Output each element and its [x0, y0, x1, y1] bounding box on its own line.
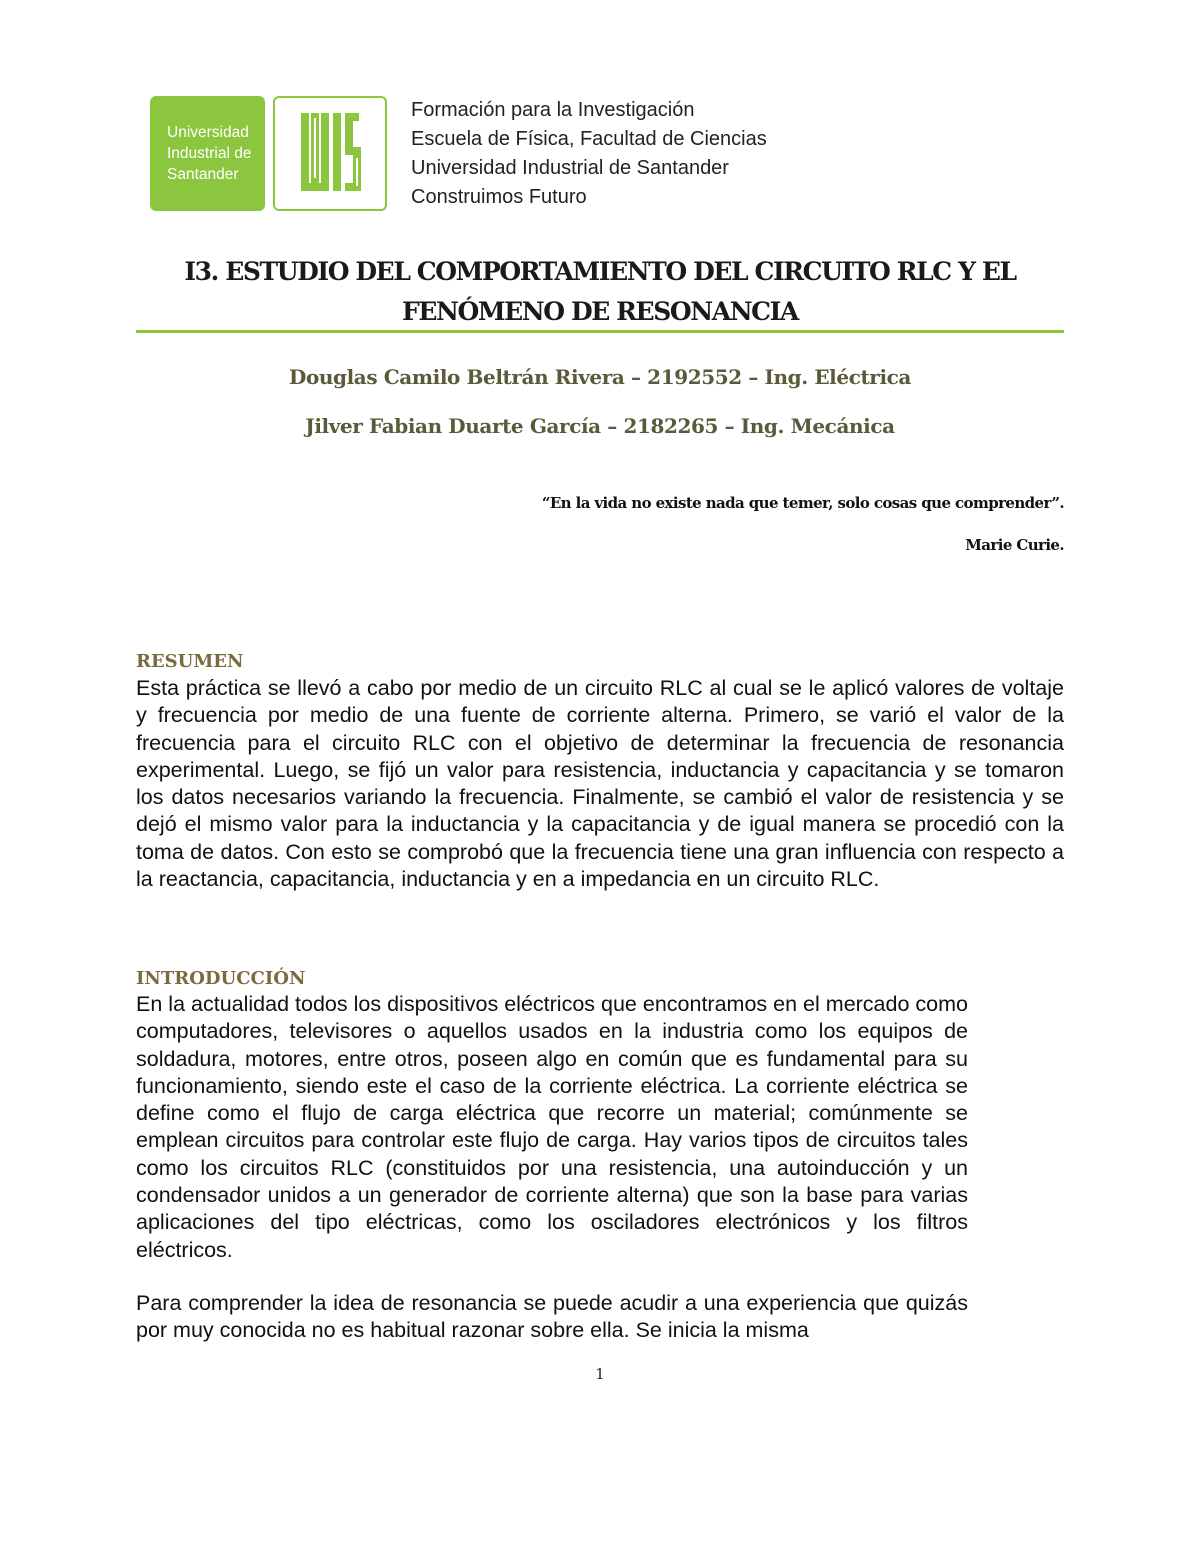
document-title: [136, 252, 1064, 332]
epigraph-attribution: Marie Curie.: [965, 536, 1064, 554]
introduccion-heading: INTRODUCCIÓN: [136, 968, 306, 989]
author-2: Jilver Fabian Duarte García – 2182265 – Ing. Mecánica: [305, 414, 895, 438]
institution-block: [411, 96, 767, 212]
uis-monogram-icon: [273, 96, 387, 211]
title-line-1: I3. ESTUDIO DEL COMPORTAMIENTO DEL CIRCUITO RLC Y EL: [184, 257, 1016, 286]
page-number: 1: [595, 1365, 605, 1383]
resumen-text: Esta práctica se llevó a cabo por medio de un circuito RLC al cual se le aplicó valores de voltaje y frecuencia por medio de una fuente de corriente alterna. Primero, se varió el valor de la frecuencia para el circuito RLC con el objetivo de determinar la frecuencia de resonancia experimental. Luego, se fijó un valor para resistencia, inductancia y capacitancia y se tomaron los datos necesarios variando la frecuencia. Finalmente, se cambió el valor de resistencia y se dejó el mismo valor para la inductancia y la capacitancia y de igual manera se procedió con la toma de datos. Con esto se comprobó que la frecuencia tiene una gran influencia con respecto a la reactancia, capacitancia, inductancia y en a impedancia en un circuito RLC.: [136, 676, 1064, 892]
title-line-2: FENÓMENO DE RESONANCIA: [402, 297, 798, 326]
logo-text-line: Santander: [167, 166, 239, 183]
logo-text-line: Industrial de: [167, 145, 252, 162]
introduccion-paragraph-2: Para comprender la idea de resonancia se puede acudir a una experiencia que quizás por muy conocida no es habitual razonar sobre ella. Se inicia la misma: [136, 1291, 968, 1343]
introduccion-paragraph-1: En la actualidad todos los dispositivos eléctricos que encontramos en el mercado como computadores, televisores o aquellos usados en la industria como los equipos de soldadura, motores, entre otros, poseen algo en común que es fundamental para su funcionamiento, siendo este el caso de la corriente eléctrica. La corriente eléctrica se define como el flujo de carga eléctrica que recorre un material; comúnmente se emplean circuitos para controlar este flujo de carga. Hay varios tipos de circuitos tales como los circuitos RLC (constituidos por una resistencia, una autoinducción y un condensador unidos a un generador de corriente alterna) que son la base para varias aplicaciones del tipo eléctricas, como los osciladores electrónicos y los filtros eléctricos.: [136, 992, 968, 1262]
author-1: Douglas Camilo Beltrán Rivera – 2192552 – Ing. Eléctrica: [289, 365, 911, 389]
epigraph-quote: “En la vida no existe nada que temer, solo cosas que comprender”.: [541, 494, 1064, 512]
logo-text-line: Universidad: [167, 124, 249, 141]
institution-line: Escuela de Física, Facultad de Ciencias: [411, 128, 767, 150]
title-divider: [136, 330, 1064, 333]
institution-line: Formación para la Investigación: [411, 99, 695, 121]
institution-line: Construimos Futuro: [411, 186, 587, 208]
resumen-heading: RESUMEN: [136, 651, 244, 672]
university-logo: [150, 96, 265, 211]
institution-line: Universidad Industrial de Santander: [411, 157, 729, 179]
